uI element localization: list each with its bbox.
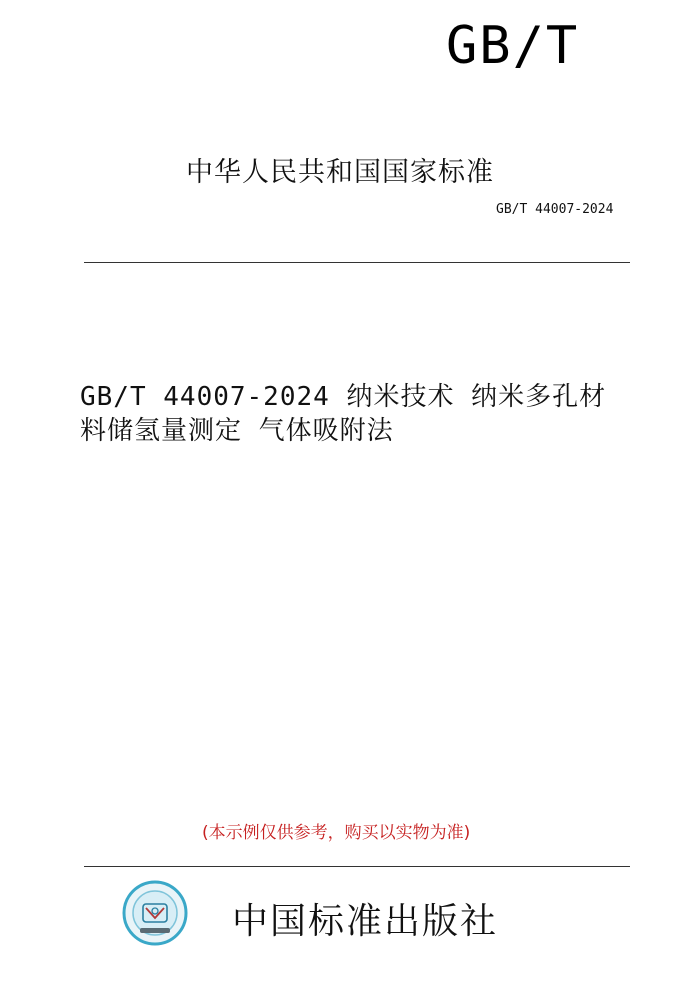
gbt-mark: GB/T: [446, 16, 580, 76]
publisher-seal-icon: [122, 880, 188, 946]
standard-type-heading: 中华人民共和国国家标准: [186, 157, 494, 188]
title-line-2: 料储氢量测定 气体吸附法: [80, 416, 394, 446]
publisher-name: 中国标准出版社: [232, 901, 499, 942]
sample-notice: (本示例仅供参考，购买以实物为准): [202, 823, 471, 843]
document-title: [80, 380, 640, 448]
title-line-1: GB/T 44007-2024 纳米技术 纳米多孔材: [80, 382, 607, 412]
bottom-divider: [84, 866, 630, 867]
top-divider: [84, 262, 630, 263]
standard-code: GB/T 44007-2024: [496, 202, 614, 217]
